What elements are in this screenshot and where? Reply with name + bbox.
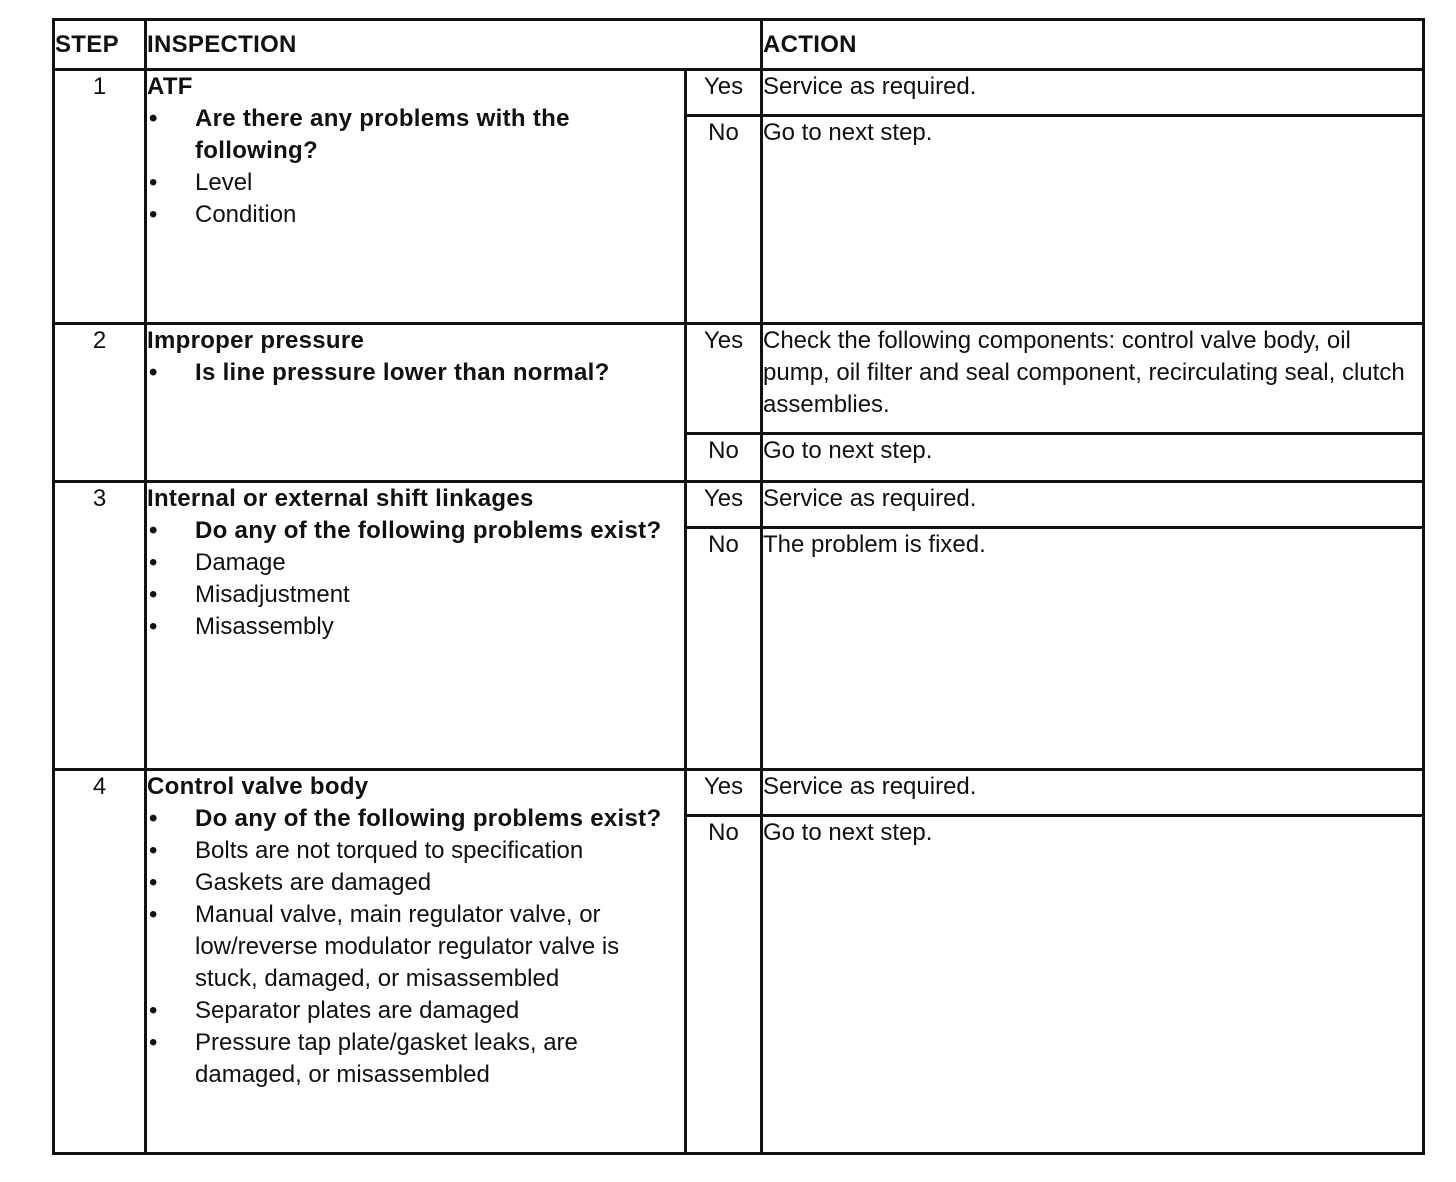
inspection-item: • Gaskets are damaged <box>147 867 684 899</box>
step-3-yes-row <box>54 482 1424 528</box>
inspection-item: • Bolts are not torqued to specification <box>147 835 684 867</box>
no-action: Go to next step. <box>762 816 1424 1154</box>
no-label: No <box>686 816 762 1154</box>
inspection-list <box>147 357 684 389</box>
header-step: STEP <box>54 20 146 70</box>
inspection-item: • Manual valve, main regulator valve, or low/reverse modulator regulator valve is stuck, damaged, or misassembled <box>147 899 684 995</box>
inspection-list <box>147 803 684 1091</box>
step-1-yes-row <box>54 70 1424 116</box>
inspection-title: Internal or external shift linkages <box>147 485 534 512</box>
inspection-question: • Do any of the following problems exist? <box>147 515 684 547</box>
header-row <box>54 20 1424 70</box>
inspection-list <box>147 515 684 643</box>
step-2-yes-row <box>54 324 1424 434</box>
step-3-inspection <box>146 482 686 770</box>
inspection-question: • Do any of the following problems exist? <box>147 803 684 835</box>
diagnostic-table <box>52 18 1425 1155</box>
yes-label: Yes <box>686 482 762 528</box>
inspection-title: ATF <box>147 73 193 100</box>
step-2-inspection <box>146 324 686 482</box>
step-number: 4 <box>54 770 146 1154</box>
yes-label: Yes <box>686 324 762 434</box>
inspection-item: • Misassembly <box>147 611 684 643</box>
yes-action: Service as required. <box>762 770 1424 816</box>
inspection-item: • Misadjustment <box>147 579 684 611</box>
step-4-yes-row <box>54 770 1424 816</box>
inspection-item: • Level <box>147 167 684 199</box>
no-label: No <box>686 116 762 324</box>
no-action: Go to next step. <box>762 116 1424 324</box>
no-label: No <box>686 528 762 770</box>
yes-label: Yes <box>686 70 762 116</box>
step-number: 3 <box>54 482 146 770</box>
step-number: 1 <box>54 70 146 324</box>
inspection-list <box>147 103 684 231</box>
inspection-question: • Are there any problems with the following? <box>147 103 684 167</box>
step-number: 2 <box>54 324 146 482</box>
inspection-title: Control valve body <box>147 773 369 800</box>
inspection-item: • Condition <box>147 199 684 231</box>
inspection-item: • Damage <box>147 547 684 579</box>
yes-action: Service as required. <box>762 482 1424 528</box>
yes-action: Service as required. <box>762 70 1424 116</box>
yes-action: Check the following components: control valve body, oil pump, oil filter and seal component, recirculating seal, clutch assemblies. <box>762 324 1424 434</box>
step-1-inspection <box>146 70 686 324</box>
no-action: Go to next step. <box>762 434 1424 482</box>
yes-label: Yes <box>686 770 762 816</box>
no-action: The problem is fixed. <box>762 528 1424 770</box>
header-inspection: INSPECTION <box>146 20 762 70</box>
inspection-title: Improper pressure <box>147 327 365 354</box>
step-4-inspection <box>146 770 686 1154</box>
inspection-item: • Pressure tap plate/gasket leaks, are damaged, or misassembled <box>147 1027 684 1091</box>
inspection-question: • Is line pressure lower than normal? <box>147 357 684 389</box>
header-action: ACTION <box>762 20 1424 70</box>
inspection-item: • Separator plates are damaged <box>147 995 684 1027</box>
no-label: No <box>686 434 762 482</box>
